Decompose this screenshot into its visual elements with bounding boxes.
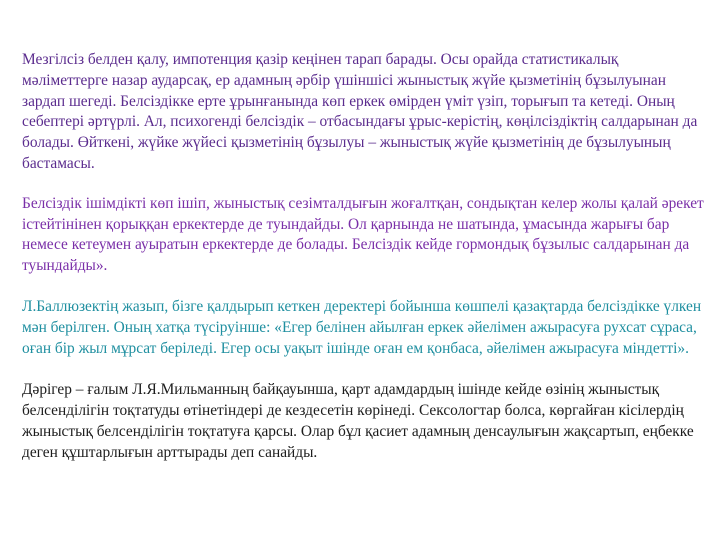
paragraph-impotence-intro: Мезгілсіз белден қалу, импотенция қазір кеңінен тарап барады. Осы орайда статистикалық мәліметтерге назар аударсақ, ер адамның әрбір үшіншісі жыныстық жүйе қызметінің бұзылуынан зардап шегеді. Белсіздікке ерте ұрынғанында көп еркек өмірден үміт үзіп, торығып та кетеді. Оның себептері әртүрлі. Ал, психогенді белсіздік – отбасындағы ұрыс-керістің, көңілсіздіктің салдарынан да болады. Өйткені, жүйке жүйесі қызметінің бұзылуы – жыныстық жүйе қызметінің де бұзылуының бастамасы. [22, 51, 698, 172]
paragraph-milman-observation: Дәрігер – ғалым Л.Я.Мильманның байқауынша, қарт адамдардың ішінде кейде өзінің жыныстық белсенділігін тоқтатуды өтінетіндері де кездесетін көрінеді. Сексологтар болса, көргайған кісілердің жыныстық белсенділігін тоқтатуға қарсы. Олар бұл қасиет адамның денсаулығын жақсартып, еңбекке деген құштарлығын арттырады деп санайды. [22, 381, 694, 461]
slide-content [22, 50, 706, 464]
paragraph-alcohol-causes: Белсіздік ішімдікті көп ішіп, жыныстық сезімталдығын жоғалтқан, сондықтан келер жолы қалай әрекет істейтінінен қорыққан еркектерде де туындайды. Ол қарнында не шатында, ұмасында жарығы бар немесе кетеумен ауыратын еркектерде де болады. Белсіздік кейде гормондық бұзылыс салдарынан да туындайды». [22, 194, 704, 275]
paragraph-ballyuzek-quote: Л.Баллюзектің жазып, бізге қалдырып кеткен деректері бойынша көшпелі қазақтарда белсіздікке үлкен мән берілген. Оның хатқа түсіруінше: «Егер белінен айылған еркек әйелімен ажырасуға рухсат сұраса, оған бір жыл мұрсат беріледі. Егер осы уақыт ішінде оған ем қонбаса, әйелімен ажырасуға міндетті». [22, 297, 702, 357]
